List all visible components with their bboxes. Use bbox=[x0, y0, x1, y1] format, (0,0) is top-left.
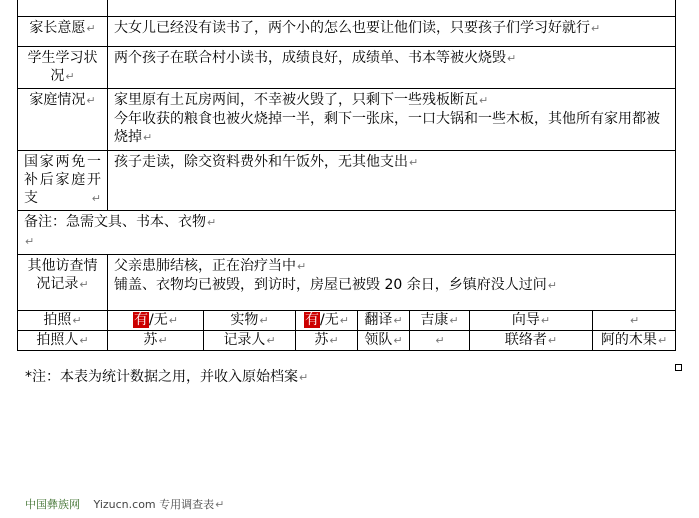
recorder-label: 记录人↵ bbox=[204, 331, 296, 351]
table-row-study-status bbox=[18, 47, 676, 89]
translator-value: 吉康↵ bbox=[410, 311, 470, 331]
photo-label: 拍照↵ bbox=[18, 311, 108, 331]
table-end-marker bbox=[675, 364, 682, 371]
footer-suffix: 专用调查表 bbox=[159, 498, 215, 511]
footer-brand: 中国彝族网 bbox=[25, 498, 80, 511]
page-footer: 中国彝族网 Yizucn.com 专用调查表↵ bbox=[25, 498, 225, 511]
empty-cell bbox=[18, 0, 108, 17]
row-label: 国家两免一补后家庭开支↵ bbox=[18, 151, 108, 211]
contact-label: 联络者↵ bbox=[470, 331, 593, 351]
table-row-other-records bbox=[18, 255, 676, 311]
row-label: 学生学习状况↵ bbox=[18, 47, 108, 89]
row-value: 大女儿已经没有读书了，两个小的怎么也要让他们读，只要孩子们学习好就行↵ bbox=[108, 17, 676, 47]
table-row-expense bbox=[18, 151, 676, 211]
table-row-staff bbox=[18, 331, 676, 351]
table-row-family bbox=[18, 89, 676, 151]
survey-table bbox=[17, 0, 676, 351]
leader-value: ↵ bbox=[410, 331, 470, 351]
photographer-value: 苏↵ bbox=[108, 331, 204, 351]
row-value: 父亲患肺结核，正在治疗当中↵ 铺盖、衣物均已被毁，到访时，房屋已被毁 20 余日，乡镇府没人过问↵ bbox=[108, 255, 676, 311]
row-value: 家里原有土瓦房两间，不幸被火毁了，只剩下一些残板断瓦↵ 今年收获的粮食也被火烧掉一半，剩下一张床，一口大锅和一些木板，其他所有家用都被烧掉↵ bbox=[108, 89, 676, 151]
remarks-cell: 备注：急需文具、书本、衣物↵ ↵ bbox=[18, 211, 676, 255]
contact-value: 阿的木果↵ bbox=[593, 331, 676, 351]
empty-cell bbox=[108, 0, 676, 17]
table-footnote: *注：本表为统计数据之用，并收入原始档案↵ bbox=[25, 369, 309, 385]
object-label: 实物↵ bbox=[204, 311, 296, 331]
row-label: 家庭情况↵ bbox=[18, 89, 108, 151]
guide-label: 向导↵ bbox=[470, 311, 593, 331]
footer-site: Yizucn.com bbox=[93, 498, 156, 511]
table-row-remarks bbox=[18, 211, 676, 255]
object-value: 有/无↵ bbox=[296, 311, 358, 331]
leader-label: 领队↵ bbox=[358, 331, 410, 351]
row-value: 孩子走读，除交资料费外和午饭外，无其他支出↵ bbox=[108, 151, 676, 211]
row-label: 其他访查情况记录↵ bbox=[18, 255, 108, 311]
table-row-photo bbox=[18, 311, 676, 331]
table-row-parent-wish bbox=[18, 17, 676, 47]
row-value: 两个孩子在联合村小读书，成绩良好，成绩单、书本等被火烧毁↵ bbox=[108, 47, 676, 89]
row-label: 家长意愿↵ bbox=[18, 17, 108, 47]
guide-value: ↵ bbox=[593, 311, 676, 331]
table-row bbox=[18, 0, 676, 17]
photographer-label: 拍照人↵ bbox=[18, 331, 108, 351]
translator-label: 翻译↵ bbox=[358, 311, 410, 331]
photo-value: 有/无↵ bbox=[108, 311, 204, 331]
recorder-value: 苏↵ bbox=[296, 331, 358, 351]
